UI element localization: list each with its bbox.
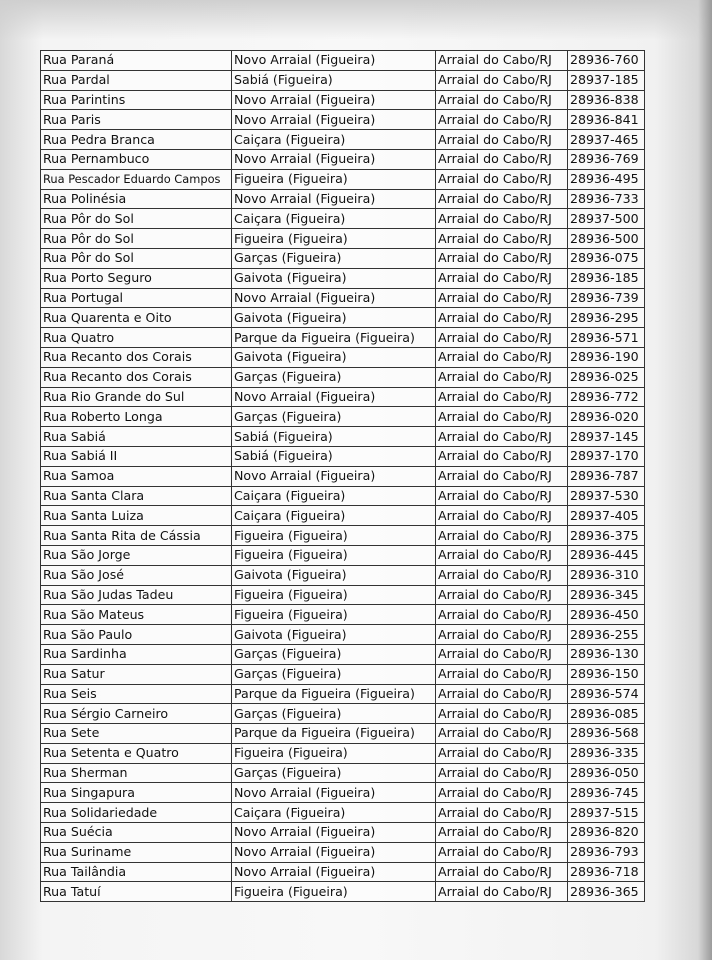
- neighborhood-cell: Novo Arraial (Figueira): [232, 189, 436, 209]
- city-cell: Arraial do Cabo/RJ: [436, 189, 568, 209]
- neighborhood-cell: Caiçara (Figueira): [232, 506, 436, 526]
- table-row: [41, 803, 645, 823]
- neighborhood-cell: Novo Arraial (Figueira): [232, 110, 436, 130]
- table-row: [41, 704, 645, 724]
- city-cell: Arraial do Cabo/RJ: [436, 585, 568, 605]
- street-cell: Rua Seis: [41, 684, 232, 704]
- right-edge-shadow: [698, 0, 712, 960]
- neighborhood-cell: Garças (Figueira): [232, 704, 436, 724]
- neighborhood-cell: Sabiá (Figueira): [232, 70, 436, 90]
- city-cell: Arraial do Cabo/RJ: [436, 268, 568, 288]
- cep-cell: 28937-530: [568, 486, 645, 506]
- neighborhood-cell: Novo Arraial (Figueira): [232, 783, 436, 803]
- city-cell: Arraial do Cabo/RJ: [436, 308, 568, 328]
- cep-cell: 28936-772: [568, 387, 645, 407]
- table-row: [41, 565, 645, 585]
- cep-cell: 28936-050: [568, 763, 645, 783]
- cep-cell: 28936-365: [568, 882, 645, 902]
- cep-cell: 28936-345: [568, 585, 645, 605]
- cep-cell: 28937-465: [568, 130, 645, 150]
- table-row: [41, 664, 645, 684]
- street-cell: Rua Pedra Branca: [41, 130, 232, 150]
- cep-cell: 28936-185: [568, 268, 645, 288]
- city-cell: Arraial do Cabo/RJ: [436, 803, 568, 823]
- neighborhood-cell: Figueira (Figueira): [232, 743, 436, 763]
- top-shadow: [0, 0, 712, 40]
- city-cell: Arraial do Cabo/RJ: [436, 130, 568, 150]
- city-cell: Arraial do Cabo/RJ: [436, 882, 568, 902]
- city-cell: Arraial do Cabo/RJ: [436, 823, 568, 843]
- table-row: [41, 882, 645, 902]
- neighborhood-cell: Parque da Figueira (Figueira): [232, 724, 436, 744]
- city-cell: Arraial do Cabo/RJ: [436, 387, 568, 407]
- neighborhood-cell: Sabiá (Figueira): [232, 446, 436, 466]
- table-row: [41, 288, 645, 308]
- street-cell: Rua Santa Clara: [41, 486, 232, 506]
- city-cell: Arraial do Cabo/RJ: [436, 625, 568, 645]
- table-row: [41, 328, 645, 348]
- city-cell: Arraial do Cabo/RJ: [436, 248, 568, 268]
- street-cell: Rua Satur: [41, 664, 232, 684]
- cep-cell: 28937-170: [568, 446, 645, 466]
- neighborhood-cell: Sabiá (Figueira): [232, 427, 436, 447]
- neighborhood-cell: Novo Arraial (Figueira): [232, 288, 436, 308]
- cep-cell: 28936-150: [568, 664, 645, 684]
- table-row: [41, 110, 645, 130]
- neighborhood-cell: Figueira (Figueira): [232, 526, 436, 546]
- street-cell: Rua Recanto dos Corais: [41, 367, 232, 387]
- street-cell: Rua Pernambuco: [41, 149, 232, 169]
- cep-cell: 28936-739: [568, 288, 645, 308]
- city-cell: Arraial do Cabo/RJ: [436, 347, 568, 367]
- street-cell: Rua Parintins: [41, 90, 232, 110]
- neighborhood-cell: Novo Arraial (Figueira): [232, 862, 436, 882]
- table-row: [41, 625, 645, 645]
- cep-cell: 28936-718: [568, 862, 645, 882]
- table-row: [41, 229, 645, 249]
- neighborhood-cell: Garças (Figueira): [232, 367, 436, 387]
- table-row: [41, 367, 645, 387]
- table-row: [41, 545, 645, 565]
- cep-cell: 28936-130: [568, 644, 645, 664]
- city-cell: Arraial do Cabo/RJ: [436, 862, 568, 882]
- cep-cell: 28936-574: [568, 684, 645, 704]
- neighborhood-cell: Gaivota (Figueira): [232, 347, 436, 367]
- table-row: [41, 169, 645, 189]
- table-row: [41, 585, 645, 605]
- street-cell: Rua São Judas Tadeu: [41, 585, 232, 605]
- street-cell: Rua Sete: [41, 724, 232, 744]
- street-cell: Rua Samoa: [41, 466, 232, 486]
- street-cell: Rua Polinésia: [41, 189, 232, 209]
- city-cell: Arraial do Cabo/RJ: [436, 506, 568, 526]
- neighborhood-cell: Figueira (Figueira): [232, 545, 436, 565]
- city-cell: Arraial do Cabo/RJ: [436, 842, 568, 862]
- neighborhood-cell: Garças (Figueira): [232, 248, 436, 268]
- city-cell: Arraial do Cabo/RJ: [436, 526, 568, 546]
- city-cell: Arraial do Cabo/RJ: [436, 704, 568, 724]
- cep-cell: 28936-375: [568, 526, 645, 546]
- cep-cell: 28937-500: [568, 209, 645, 229]
- address-table-container: [40, 50, 644, 902]
- neighborhood-cell: Garças (Figueira): [232, 664, 436, 684]
- table-row: [41, 407, 645, 427]
- city-cell: Arraial do Cabo/RJ: [436, 446, 568, 466]
- cep-cell: 28936-820: [568, 823, 645, 843]
- city-cell: Arraial do Cabo/RJ: [436, 407, 568, 427]
- cep-cell: 28936-445: [568, 545, 645, 565]
- neighborhood-cell: Figueira (Figueira): [232, 605, 436, 625]
- neighborhood-cell: Novo Arraial (Figueira): [232, 466, 436, 486]
- street-cell: Rua Roberto Longa: [41, 407, 232, 427]
- city-cell: Arraial do Cabo/RJ: [436, 209, 568, 229]
- neighborhood-cell: Garças (Figueira): [232, 763, 436, 783]
- cep-cell: 28937-405: [568, 506, 645, 526]
- cep-cell: 28937-145: [568, 427, 645, 447]
- neighborhood-cell: Garças (Figueira): [232, 407, 436, 427]
- table-row: [41, 347, 645, 367]
- cep-cell: 28936-495: [568, 169, 645, 189]
- street-cell: Rua Setenta e Quatro: [41, 743, 232, 763]
- table-row: [41, 189, 645, 209]
- city-cell: Arraial do Cabo/RJ: [436, 367, 568, 387]
- cep-cell: 28936-500: [568, 229, 645, 249]
- cep-cell: 28936-025: [568, 367, 645, 387]
- cep-cell: 28937-185: [568, 70, 645, 90]
- neighborhood-cell: Parque da Figueira (Figueira): [232, 684, 436, 704]
- table-row: [41, 644, 645, 664]
- city-cell: Arraial do Cabo/RJ: [436, 605, 568, 625]
- city-cell: Arraial do Cabo/RJ: [436, 466, 568, 486]
- neighborhood-cell: Gaivota (Figueira): [232, 268, 436, 288]
- table-row: [41, 209, 645, 229]
- street-cell: Rua Suriname: [41, 842, 232, 862]
- neighborhood-cell: Gaivota (Figueira): [232, 565, 436, 585]
- table-row: [41, 743, 645, 763]
- city-cell: Arraial do Cabo/RJ: [436, 427, 568, 447]
- street-cell: Rua São Paulo: [41, 625, 232, 645]
- table-row: [41, 684, 645, 704]
- table-row: [41, 248, 645, 268]
- table-row: [41, 842, 645, 862]
- street-cell: Rua Singapura: [41, 783, 232, 803]
- address-table-body: [41, 51, 645, 902]
- table-row: [41, 268, 645, 288]
- table-row: [41, 466, 645, 486]
- street-cell: Rua Sherman: [41, 763, 232, 783]
- cep-cell: 28936-020: [568, 407, 645, 427]
- cep-cell: 28936-733: [568, 189, 645, 209]
- neighborhood-cell: Novo Arraial (Figueira): [232, 90, 436, 110]
- city-cell: Arraial do Cabo/RJ: [436, 169, 568, 189]
- cep-cell: 28936-295: [568, 308, 645, 328]
- street-cell: Rua São Mateus: [41, 605, 232, 625]
- city-cell: Arraial do Cabo/RJ: [436, 743, 568, 763]
- city-cell: Arraial do Cabo/RJ: [436, 51, 568, 71]
- street-cell: Rua Suécia: [41, 823, 232, 843]
- city-cell: Arraial do Cabo/RJ: [436, 90, 568, 110]
- neighborhood-cell: Garças (Figueira): [232, 644, 436, 664]
- neighborhood-cell: Gaivota (Figueira): [232, 308, 436, 328]
- neighborhood-cell: Gaivota (Figueira): [232, 625, 436, 645]
- table-row: [41, 130, 645, 150]
- street-cell: Rua Recanto dos Corais: [41, 347, 232, 367]
- table-row: [41, 783, 645, 803]
- street-cell: Rua São Jorge: [41, 545, 232, 565]
- neighborhood-cell: Novo Arraial (Figueira): [232, 51, 436, 71]
- city-cell: Arraial do Cabo/RJ: [436, 288, 568, 308]
- table-row: [41, 605, 645, 625]
- city-cell: Arraial do Cabo/RJ: [436, 486, 568, 506]
- cep-cell: 28936-769: [568, 149, 645, 169]
- cep-cell: 28936-745: [568, 783, 645, 803]
- cep-cell: 28936-760: [568, 51, 645, 71]
- table-row: [41, 70, 645, 90]
- table-row: [41, 724, 645, 744]
- cep-cell: 28936-190: [568, 347, 645, 367]
- city-cell: Arraial do Cabo/RJ: [436, 565, 568, 585]
- city-cell: Arraial do Cabo/RJ: [436, 724, 568, 744]
- street-cell: Rua Quarenta e Oito: [41, 308, 232, 328]
- city-cell: Arraial do Cabo/RJ: [436, 149, 568, 169]
- street-cell: Rua Pôr do Sol: [41, 209, 232, 229]
- cep-cell: 28936-571: [568, 328, 645, 348]
- neighborhood-cell: Caiçara (Figueira): [232, 803, 436, 823]
- cep-cell: 28937-515: [568, 803, 645, 823]
- neighborhood-cell: Figueira (Figueira): [232, 169, 436, 189]
- street-cell: Rua Sabiá II: [41, 446, 232, 466]
- street-cell: Rua Rio Grande do Sul: [41, 387, 232, 407]
- city-cell: Arraial do Cabo/RJ: [436, 783, 568, 803]
- street-cell: Rua Tailândia: [41, 862, 232, 882]
- city-cell: Arraial do Cabo/RJ: [436, 684, 568, 704]
- street-cell: Rua Paraná: [41, 51, 232, 71]
- city-cell: Arraial do Cabo/RJ: [436, 110, 568, 130]
- street-cell: Rua Portugal: [41, 288, 232, 308]
- cep-cell: 28936-075: [568, 248, 645, 268]
- cep-cell: 28936-793: [568, 842, 645, 862]
- table-row: [41, 387, 645, 407]
- street-cell: Rua Sabiá: [41, 427, 232, 447]
- street-cell: Rua Santa Luiza: [41, 506, 232, 526]
- street-cell: Rua Quatro: [41, 328, 232, 348]
- neighborhood-cell: Caiçara (Figueira): [232, 130, 436, 150]
- table-row: [41, 446, 645, 466]
- cep-cell: 28936-255: [568, 625, 645, 645]
- neighborhood-cell: Novo Arraial (Figueira): [232, 387, 436, 407]
- table-row: [41, 51, 645, 71]
- address-table: [40, 50, 645, 902]
- street-cell: Rua São José: [41, 565, 232, 585]
- table-row: [41, 763, 645, 783]
- neighborhood-cell: Novo Arraial (Figueira): [232, 823, 436, 843]
- city-cell: Arraial do Cabo/RJ: [436, 70, 568, 90]
- neighborhood-cell: Caiçara (Figueira): [232, 486, 436, 506]
- cep-cell: 28936-838: [568, 90, 645, 110]
- street-cell: Rua Solidariedade: [41, 803, 232, 823]
- street-cell: Rua Porto Seguro: [41, 268, 232, 288]
- table-row: [41, 486, 645, 506]
- street-cell: Rua Pescador Eduardo Campos: [41, 169, 232, 189]
- cep-cell: 28936-310: [568, 565, 645, 585]
- street-cell: Rua Sérgio Carneiro: [41, 704, 232, 724]
- street-cell: Rua Pardal: [41, 70, 232, 90]
- neighborhood-cell: Figueira (Figueira): [232, 229, 436, 249]
- neighborhood-cell: Figueira (Figueira): [232, 882, 436, 902]
- neighborhood-cell: Novo Arraial (Figueira): [232, 149, 436, 169]
- street-cell: Rua Sardinha: [41, 644, 232, 664]
- table-row: [41, 149, 645, 169]
- cep-cell: 28936-335: [568, 743, 645, 763]
- cep-cell: 28936-450: [568, 605, 645, 625]
- table-row: [41, 308, 645, 328]
- city-cell: Arraial do Cabo/RJ: [436, 763, 568, 783]
- city-cell: Arraial do Cabo/RJ: [436, 545, 568, 565]
- cep-cell: 28936-568: [568, 724, 645, 744]
- neighborhood-cell: Novo Arraial (Figueira): [232, 842, 436, 862]
- street-cell: Rua Tatuí: [41, 882, 232, 902]
- cep-cell: 28936-841: [568, 110, 645, 130]
- city-cell: Arraial do Cabo/RJ: [436, 328, 568, 348]
- neighborhood-cell: Figueira (Figueira): [232, 585, 436, 605]
- table-row: [41, 526, 645, 546]
- cep-cell: 28936-085: [568, 704, 645, 724]
- city-cell: Arraial do Cabo/RJ: [436, 229, 568, 249]
- neighborhood-cell: Caiçara (Figueira): [232, 209, 436, 229]
- neighborhood-cell: Parque da Figueira (Figueira): [232, 328, 436, 348]
- street-cell: Rua Santa Rita de Cássia: [41, 526, 232, 546]
- table-row: [41, 823, 645, 843]
- table-row: [41, 862, 645, 882]
- city-cell: Arraial do Cabo/RJ: [436, 664, 568, 684]
- street-cell: Rua Pôr do Sol: [41, 229, 232, 249]
- cep-cell: 28936-787: [568, 466, 645, 486]
- table-row: [41, 427, 645, 447]
- table-row: [41, 90, 645, 110]
- city-cell: Arraial do Cabo/RJ: [436, 644, 568, 664]
- table-row: [41, 506, 645, 526]
- street-cell: Rua Pôr do Sol: [41, 248, 232, 268]
- street-cell: Rua Paris: [41, 110, 232, 130]
